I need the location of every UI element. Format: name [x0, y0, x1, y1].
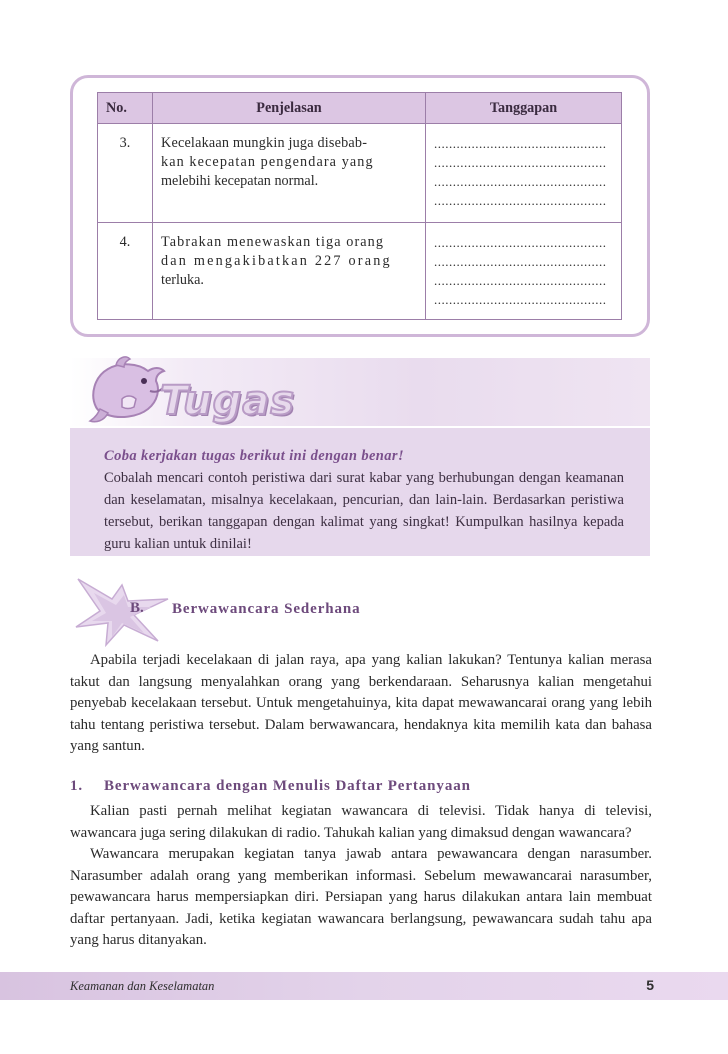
table-row [98, 124, 622, 223]
penjelasan-line: terluka. [161, 272, 204, 288]
paragraph: Kalian pasti pernah melihat kegiatan wawancara di televisi. Tidak hanya di televisi, wawancara juga sering dilakukan di radio. Tahukah kalian yang dimaksud dengan wawancara? [70, 803, 652, 841]
header-tanggapan: Tanggapan [426, 93, 622, 124]
subsection-title: Berwawancara dengan Menulis Daftar Pertanyaan [104, 778, 471, 794]
row-penjelasan [153, 124, 426, 223]
table-row [98, 223, 622, 320]
answer-dotted-line: .............................................. [434, 136, 607, 151]
starburst-icon [72, 575, 172, 647]
section-letter: B. [130, 600, 144, 616]
row-tanggapan[interactable] [426, 223, 622, 320]
paragraph: Apabila terjadi kecelakaan di jalan raya, apa yang kalian lakukan? Tentunya kalian merasa takut dan langsung menyalahkan orang yang berkendaraan. Seharusnya kalian mengetahui penyebab kecelakaan tersebut. Untuk mengetahuinya, kita dapat mewawancarai orang yang lebih tahu tentang peristiwa tersebut. Dalam berwawancara, hendaknya kita memilih kata dan bahasa yang santun. [70, 652, 652, 754]
answer-dotted-line: .............................................. [434, 155, 607, 170]
answer-dotted-line: .............................................. [434, 273, 607, 288]
subsection-number: 1. [70, 778, 84, 794]
answer-dotted-line: .............................................. [434, 193, 607, 208]
tugas-title: Tugas [160, 378, 296, 424]
row-number: 4. [98, 223, 153, 320]
answer-dotted-line: .............................................. [434, 235, 607, 250]
penjelasan-line: Tabrakan menewaskan tiga orang [161, 234, 385, 250]
row-number: 3. [98, 124, 153, 223]
page-number: 5 [646, 977, 654, 993]
section-b-paragraph [70, 650, 652, 758]
answer-dotted-line: .............................................. [434, 254, 607, 269]
tugas-box [70, 428, 650, 556]
penjelasan-line: dan mengakibatkan 227 orang [161, 253, 392, 269]
paragraph: Wawancara merupakan kegiatan tanya jawab antara pewawancara dengan narasumber. Narasumber adalah orang yang memberikan informasi. Sebelum mewawancarai narasumber, pewawancara harus mempersiapkan diri. Persiapan yang harus dilakukan antara lain membuat daftar pertanyaan. Jadi, ketika kegiatan wawancara berlangsung, pewawancara sudah tahu apa yang harus ditanyakan. [70, 846, 652, 948]
section-title: Berwawancara Sederhana [172, 601, 361, 617]
header-no: No. [98, 93, 153, 124]
penjelasan-line: Kecelakaan mungkin juga disebab- [161, 135, 368, 151]
table-header-row [98, 93, 622, 124]
subsection-heading [70, 778, 471, 795]
footer-title: Keamanan dan Keselamatan [70, 979, 215, 993]
page-bottom [0, 1000, 728, 1054]
header-penjelasan: Penjelasan [153, 93, 426, 124]
subsection-body [70, 801, 652, 952]
tugas-lead: Coba kerjakan tugas berikut ini dengan benar! [104, 448, 404, 464]
row-penjelasan [153, 223, 426, 320]
row-tanggapan[interactable] [426, 124, 622, 223]
answer-dotted-line: .............................................. [434, 292, 607, 307]
answer-dotted-line: .............................................. [434, 174, 607, 189]
penjelasan-line: melebihi kecepatan normal. [161, 173, 319, 189]
tugas-body: Cobalah mencari contoh peristiwa dari surat kabar yang berhubungan dengan keamanan dan keselamatan, misalnya kecelakaan, pencurian, dan lain-lain. Berdasarkan peristiwa tersebut, berikan tanggapan dengan kalimat yang singkat! Kumpulkan hasilnya kepada guru kalian untuk dinilai! [104, 470, 624, 552]
response-table [97, 92, 622, 320]
penjelasan-line: kan kecepatan pengendara yang [161, 154, 374, 170]
